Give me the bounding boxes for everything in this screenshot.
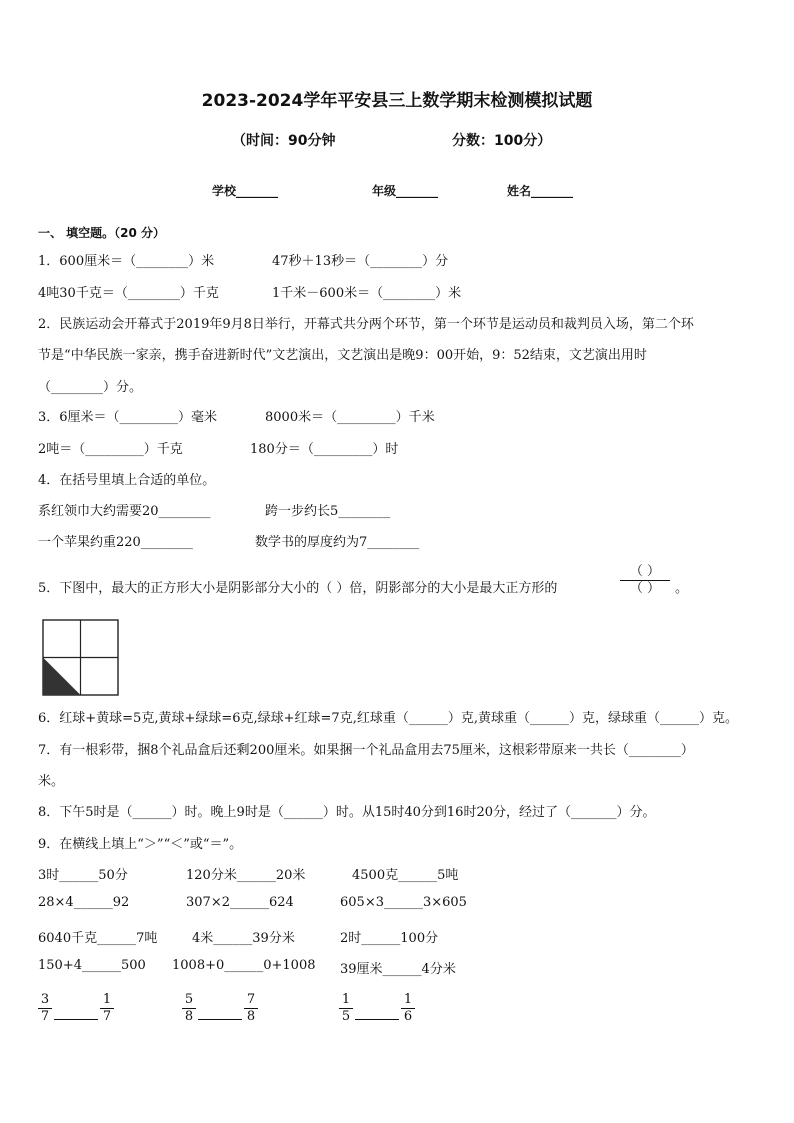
q9-item: 2时______100分	[340, 931, 439, 946]
q9-item: 3时______50分	[38, 868, 128, 883]
q9-fraction-compare	[339, 992, 415, 1026]
numerator: 1	[102, 992, 112, 1007]
q9-prompt: 9．在横线上填上“＞”“＜”或“＝”。	[38, 837, 243, 852]
answer-blank[interactable]	[198, 1019, 242, 1020]
q1-d: 1千米－600米＝（________）米	[272, 286, 462, 301]
q5-fraction-numerator: （ ）	[629, 564, 661, 579]
q9-item: 605×3______3×605	[340, 895, 467, 910]
q4-c: 一个苹果约重220________	[38, 535, 193, 550]
numerator: 3	[40, 992, 50, 1007]
grade-field[interactable]: 年级_______	[372, 184, 439, 198]
q5-square-figure	[42, 619, 120, 697]
q9-item: 4500克______5吨	[352, 868, 459, 883]
denominator: 7	[40, 1009, 50, 1025]
answer-blank[interactable]	[355, 1019, 399, 1020]
q9-fraction-compare	[182, 992, 258, 1026]
q6-text: 6．红球+黄球=5克,黄球+绿球=6克,绿球+红球=7克,红球重（______）克,黄球重（______）克，绿球重（______）克。	[38, 711, 738, 726]
q4-d: 数学书的厚度约为7________	[255, 535, 420, 550]
q4-prompt: 4．在括号里填上合适的单位。	[38, 473, 216, 488]
exam-time: （时间：90分钟	[232, 133, 336, 149]
q1-b: 47秒＋13秒＝（________）分	[272, 254, 449, 269]
q7-line1: 7．有一根彩带，捆8个礼品盒后还剩200厘米。如果捆一个礼品盒用去75厘米，这根彩带原来一共长（________）	[38, 743, 694, 758]
q8-text: 8．下午5时是（______）时。晚上9时是（______）时。从15时40分到16时20分，经过了（_______）分。	[38, 805, 656, 820]
q9-item: 1008+0______0+1008	[172, 958, 316, 973]
q4-b: 跨一步约长5________	[265, 504, 391, 519]
denominator: 7	[102, 1009, 112, 1025]
numerator: 7	[246, 992, 256, 1007]
q9-item: 120分米______20米	[186, 868, 306, 883]
school-field[interactable]: 学校_______	[212, 184, 279, 198]
numerator: 5	[184, 992, 194, 1007]
name-field[interactable]: 姓名_______	[507, 184, 574, 198]
answer-blank[interactable]	[54, 1019, 98, 1020]
q9-item: 6040千克______7吨	[38, 931, 158, 946]
denominator: 5	[341, 1009, 351, 1025]
q3-c: 2吨＝（_________）千克	[38, 442, 183, 457]
q5-end: 。	[675, 581, 689, 596]
page-title: 2023-2024学年平安县三上数学期末检测模拟试题	[201, 91, 593, 111]
q9-item: 307×2______624	[186, 895, 294, 910]
fraction-left	[38, 992, 52, 1026]
q1-a: 1．600厘米＝（________）米	[38, 254, 215, 269]
q9-fraction-compare	[38, 992, 114, 1026]
q2-line3: （________）分。	[38, 380, 143, 395]
q9-item: 39厘米______4分米	[340, 962, 456, 977]
denominator: 8	[246, 1009, 256, 1025]
fraction-right	[244, 992, 258, 1026]
section-heading: 一、 填空题。（20 分）	[38, 226, 166, 240]
fraction-left	[339, 992, 353, 1026]
q1-c: 4吨30千克＝（________）千克	[38, 286, 219, 301]
exam-score: 分数：100分）	[452, 133, 552, 149]
q4-a: 系红领巾大约需要20________	[38, 504, 211, 519]
q5-fraction-denominator: （ ）	[629, 580, 661, 596]
numerator: 1	[341, 992, 351, 1007]
fraction-right	[401, 992, 415, 1026]
q2-line2: 节是“中华民族一家亲，携手奋进新时代”文艺演出，文艺演出是晚9：00开始，9：52结束，文艺演出用时	[38, 348, 647, 363]
fraction-right	[100, 992, 114, 1026]
q2-line1: 2．民族运动会开幕式于2019年9月8日举行，开幕式共分两个环节，第一个环节是运动员和裁判员入场，第二个环	[38, 317, 694, 332]
denominator: 8	[184, 1009, 194, 1025]
q5-fraction	[620, 564, 670, 596]
q3-b: 8000米＝（_________）千米	[265, 410, 435, 425]
q9-item: 28×4______92	[38, 895, 130, 910]
q9-item: 4米______39分米	[192, 931, 295, 946]
q7-line2: 米。	[38, 774, 65, 789]
q9-item: 150+4______500	[38, 958, 146, 973]
numerator: 1	[403, 992, 413, 1007]
fraction-left	[182, 992, 196, 1026]
q3-d: 180分＝（_________）时	[250, 442, 399, 457]
q5-text: 5．下图中，最大的正方形大小是阴影部分大小的（ ）倍，阴影部分的大小是最大正方形的	[38, 581, 558, 596]
q3-a: 3．6厘米＝（_________）毫米	[38, 410, 218, 425]
denominator: 6	[403, 1009, 413, 1025]
